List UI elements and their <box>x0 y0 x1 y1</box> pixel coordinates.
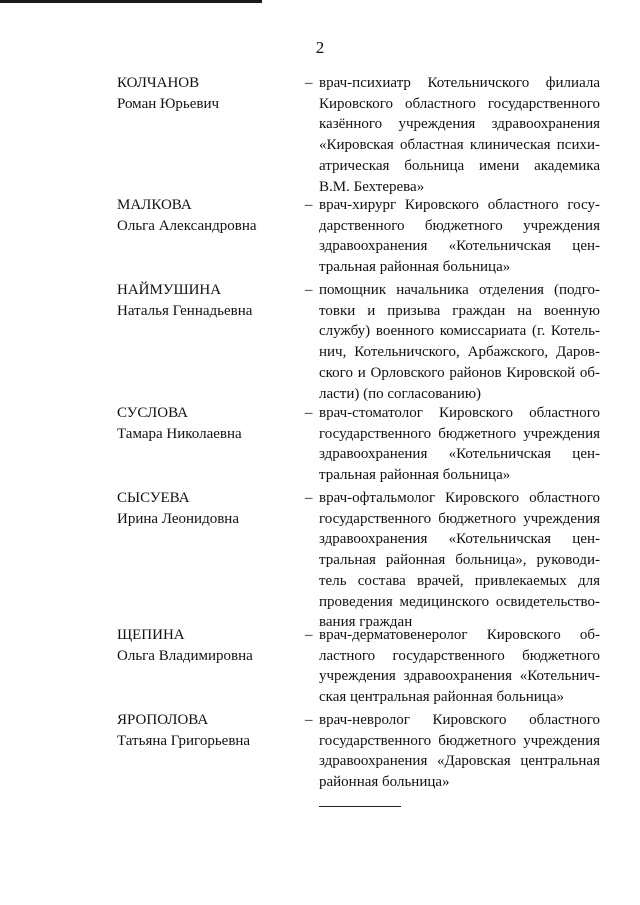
surname: ЩЕПИНА <box>117 627 185 643</box>
description-line: помощник начальника отделения (подго- <box>319 282 600 298</box>
dash: – <box>305 627 313 643</box>
description-line: дарственного бюджетного учреждения <box>319 217 600 234</box>
description-line: Кировского областного государственного <box>319 95 600 112</box>
dash: – <box>305 405 313 421</box>
position-description <box>319 280 600 404</box>
dash: – <box>305 490 313 506</box>
description-line: ластного государственного бюджетного <box>319 647 600 664</box>
description-line: районная больница» <box>319 774 450 791</box>
surname: СЫСУЕВА <box>117 490 190 506</box>
end-rule <box>319 806 401 807</box>
description-line: службу) военного комиссариата (г. Котель- <box>319 323 600 340</box>
given-names: Тамара Николаевна <box>117 425 242 442</box>
description-line: ская центральная районная больница» <box>319 689 564 706</box>
description-line: врач-дерматовенеролог Кировского об- <box>319 627 600 643</box>
description-line: тральная районная больница» <box>319 467 511 484</box>
description-line: ласти) (по согласованию) <box>319 385 482 402</box>
surname: КОЛЧАНОВ <box>117 75 200 91</box>
given-names: Наталья Геннадьевна <box>117 302 253 319</box>
dash: – <box>305 197 313 213</box>
position-description <box>319 73 600 197</box>
person-name <box>117 73 287 114</box>
surname: СУСЛОВА <box>117 405 188 421</box>
description-line: здравоохранения «Даровская центральная <box>319 753 600 770</box>
description-line: тральная районная больница», руководи- <box>319 552 600 569</box>
description-line: тель состава врачей, привлекаемых для <box>319 572 600 589</box>
person-name <box>117 488 287 529</box>
person-name <box>117 403 287 444</box>
description-line: государственного бюджетного учреждения <box>319 510 600 527</box>
description-line: государственного бюджетного учреждения <box>319 425 600 442</box>
description-line: врач-офтальмолог Кировского областного <box>319 490 600 506</box>
description-line: «Кировская областная клиническая психи- <box>319 137 600 154</box>
given-names: Ольга Владимировна <box>117 647 253 664</box>
description-line: здравоохранения «Котельничская цен- <box>319 446 600 463</box>
description-line: учреждения здравоохранения «Котельнич- <box>319 668 600 685</box>
description-line: врач-психиатр Котельничского филиала <box>319 75 600 91</box>
position-description <box>319 625 600 708</box>
person-name <box>117 625 287 666</box>
given-names: Татьяна Григорьевна <box>117 732 251 749</box>
top-rule <box>0 0 262 3</box>
description-line: товки и призыва граждан на военную <box>319 302 600 319</box>
position-description <box>319 195 600 278</box>
person-name <box>117 195 287 236</box>
description-line: врач-стоматолог Кировского областного <box>319 405 600 421</box>
description-line: врач-хирург Кировского областного госу- <box>319 197 600 213</box>
surname: ЯРОПОЛОВА <box>117 712 209 728</box>
description-line: нич, Котельничского, Арбажского, Даров- <box>319 344 600 361</box>
description-line: вания граждан <box>319 614 413 631</box>
dash: – <box>305 282 313 298</box>
description-line: здравоохранения «Котельничская цен- <box>319 531 600 548</box>
description-line: государственного бюджетного учреждения <box>319 732 600 749</box>
surname: МАЛКОВА <box>117 197 192 213</box>
description-line: казённого учреждения здравоохранения <box>319 116 600 133</box>
page-number: 2 <box>315 38 325 57</box>
given-names: Роман Юрьевич <box>117 95 220 112</box>
position-description <box>319 488 600 633</box>
description-line: врач-невролог Кировского областного <box>319 712 600 728</box>
surname: НАЙМУШИНА <box>117 282 222 298</box>
description-line: В.М. Бехтерева» <box>319 178 425 195</box>
given-names: Ольга Александровна <box>117 217 257 234</box>
description-line: ского и Орловского районов Кировской об- <box>319 364 600 381</box>
person-name <box>117 280 287 321</box>
dash: – <box>305 712 313 728</box>
description-line: атрическая больница имени академика <box>319 157 600 174</box>
description-line: здравоохранения «Котельничская цен- <box>319 238 600 255</box>
description-line: тральная районная больница» <box>319 259 511 276</box>
position-description <box>319 403 600 486</box>
description-line: проведения медицинского освидетельство- <box>319 593 600 610</box>
position-description <box>319 710 600 793</box>
person-name <box>117 710 287 751</box>
given-names: Ирина Леонидовна <box>117 510 239 527</box>
dash: – <box>305 75 313 91</box>
